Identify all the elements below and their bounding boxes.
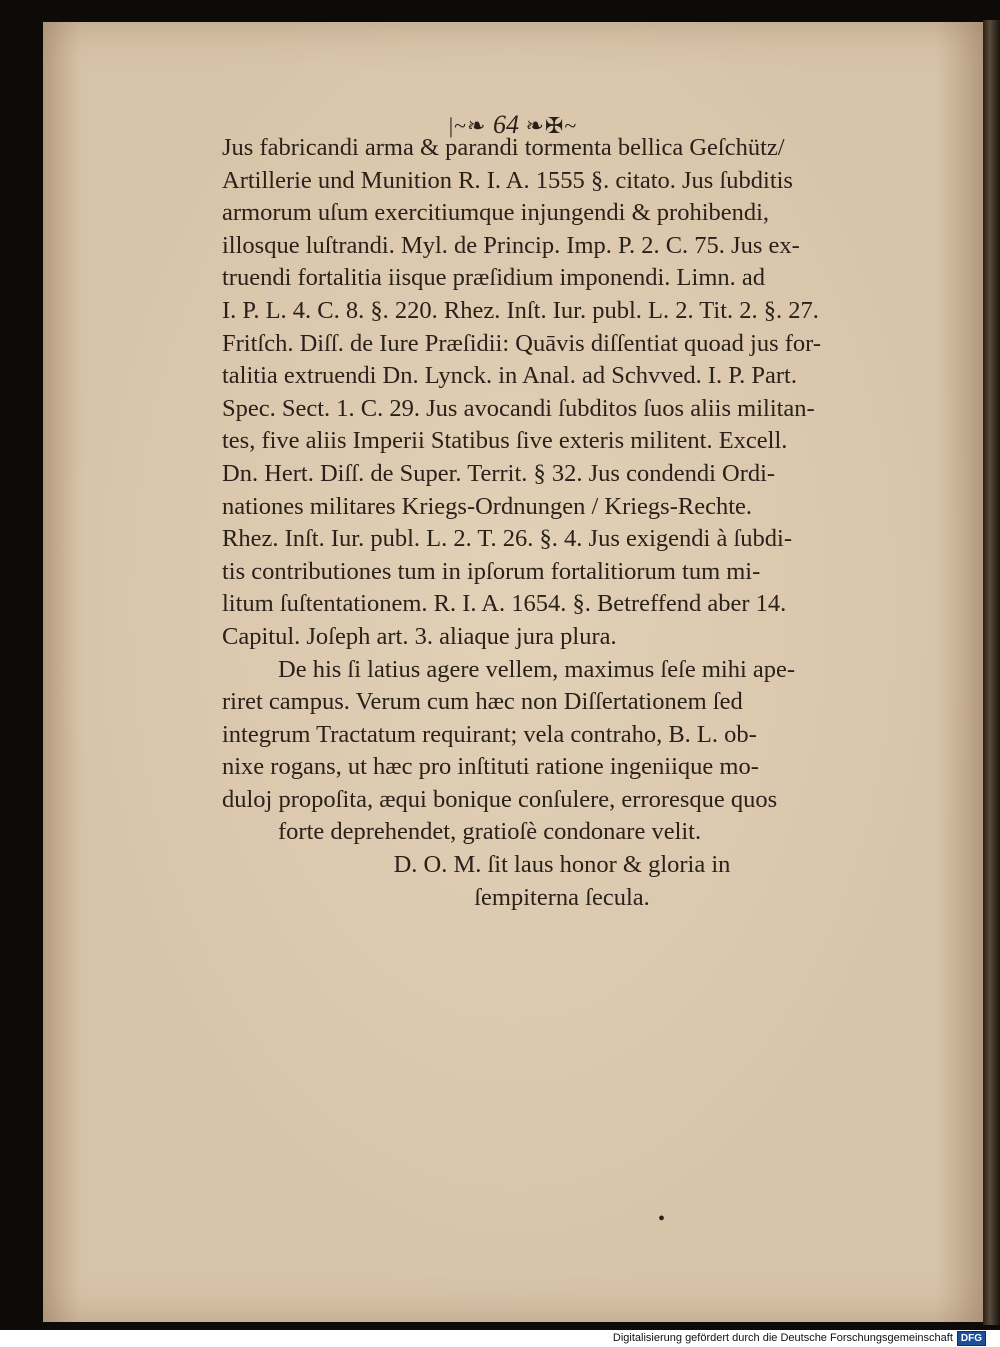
book-edge	[983, 20, 1000, 1325]
text-line: tis contributiones tum in ipſorum fortalitiorum tum mi-	[222, 557, 761, 585]
text-line: Spec. Sect. 1. C. 29. Jus avocandi ſubditos ſuos aliis militan-	[222, 394, 815, 422]
closing-line: ſempiterna ſecula.	[474, 883, 650, 911]
text-line: Jus fabricandi arma & parandi tormenta bellica Geſchütz/	[222, 134, 785, 161]
body-text	[222, 132, 942, 914]
text-line: Fritſch. Diſſ. de Iure Præſidii: Quāvis diſſentiat quoad jus for-	[222, 329, 821, 357]
text-line: illosque luſtrandi. Myl. de Princip. Imp. P. 2. C. 75. Jus ex-	[222, 231, 800, 259]
paragraph-line: duloj propoſita, æqui bonique conſulere, erroresque quos	[222, 785, 778, 813]
text-line: Dn. Hert. Diſſ. de Super. Territ. § 32. Jus condendi Ordi-	[222, 459, 776, 487]
text-line: truendi fortalitia iisque præſidium imponendi. Limn. ad	[222, 264, 765, 292]
text-line: nationes militares Kriegs-Ordnungen / Kriegs-Rechte.	[222, 492, 753, 520]
paragraph-line: nixe rogans, ut hæc pro inſtituti ratione ingeniique mo-	[222, 753, 759, 781]
paragraph-line: integrum Tractatum requirant; vela contraho, B. L. ob-	[222, 720, 757, 748]
footer	[613, 1329, 986, 1347]
page-number: 64	[492, 110, 519, 139]
text-line: Capitul. Joſeph art. 3. aliaque jura plura.	[222, 622, 617, 650]
text-line: tes, five aliis Imperii Statibus ſive exteris militent. Excell.	[222, 427, 788, 455]
footer-credit: Digitalisierung gefördert durch die Deutsche Forschungsgemeinschaft	[612, 1332, 953, 1344]
paragraph-line: forte deprehendet, gratioſè condonare velit.	[278, 818, 702, 846]
paragraph-line: De his ſi latius agere vellem, maximus ſeſe mihi ape-	[278, 655, 796, 683]
dfg-logo-icon: DFG	[957, 1331, 986, 1346]
paragraph-line: riret campus. Verum cum hæc non Diſſertationem ſed	[222, 688, 743, 716]
text-line: Artillerie und Munition R. I. A. 1555 §. citato. Jus ſubditis	[222, 166, 793, 194]
page-mark: •	[658, 1208, 666, 1230]
ornament-right: ❧✠~	[525, 113, 578, 138]
text-line: I. P. L. 4. C. 8. §. 220. Rhez. Inſt. Iur. publ. L. 2. Tit. 2. §. 27.	[222, 296, 819, 324]
text-line: Rhez. Inſt. Iur. publ. L. 2. T. 26. §. 4. Jus exigendi à ſubdi-	[222, 525, 793, 553]
closing-line: D. O. M. ſit laus honor & gloria in	[393, 851, 731, 879]
text-line: armorum uſum exercitiumque injungendi & prohibendi,	[222, 199, 770, 227]
text-line: talitia extruendi Dn. Lynck. in Anal. ad Schvved. I. P. Part.	[222, 362, 797, 390]
text-line: litum ſuſtentationem. R. I. A. 1654. §. Betreffend aber 14.	[222, 590, 787, 618]
ornament-left: |~❧	[448, 113, 487, 138]
